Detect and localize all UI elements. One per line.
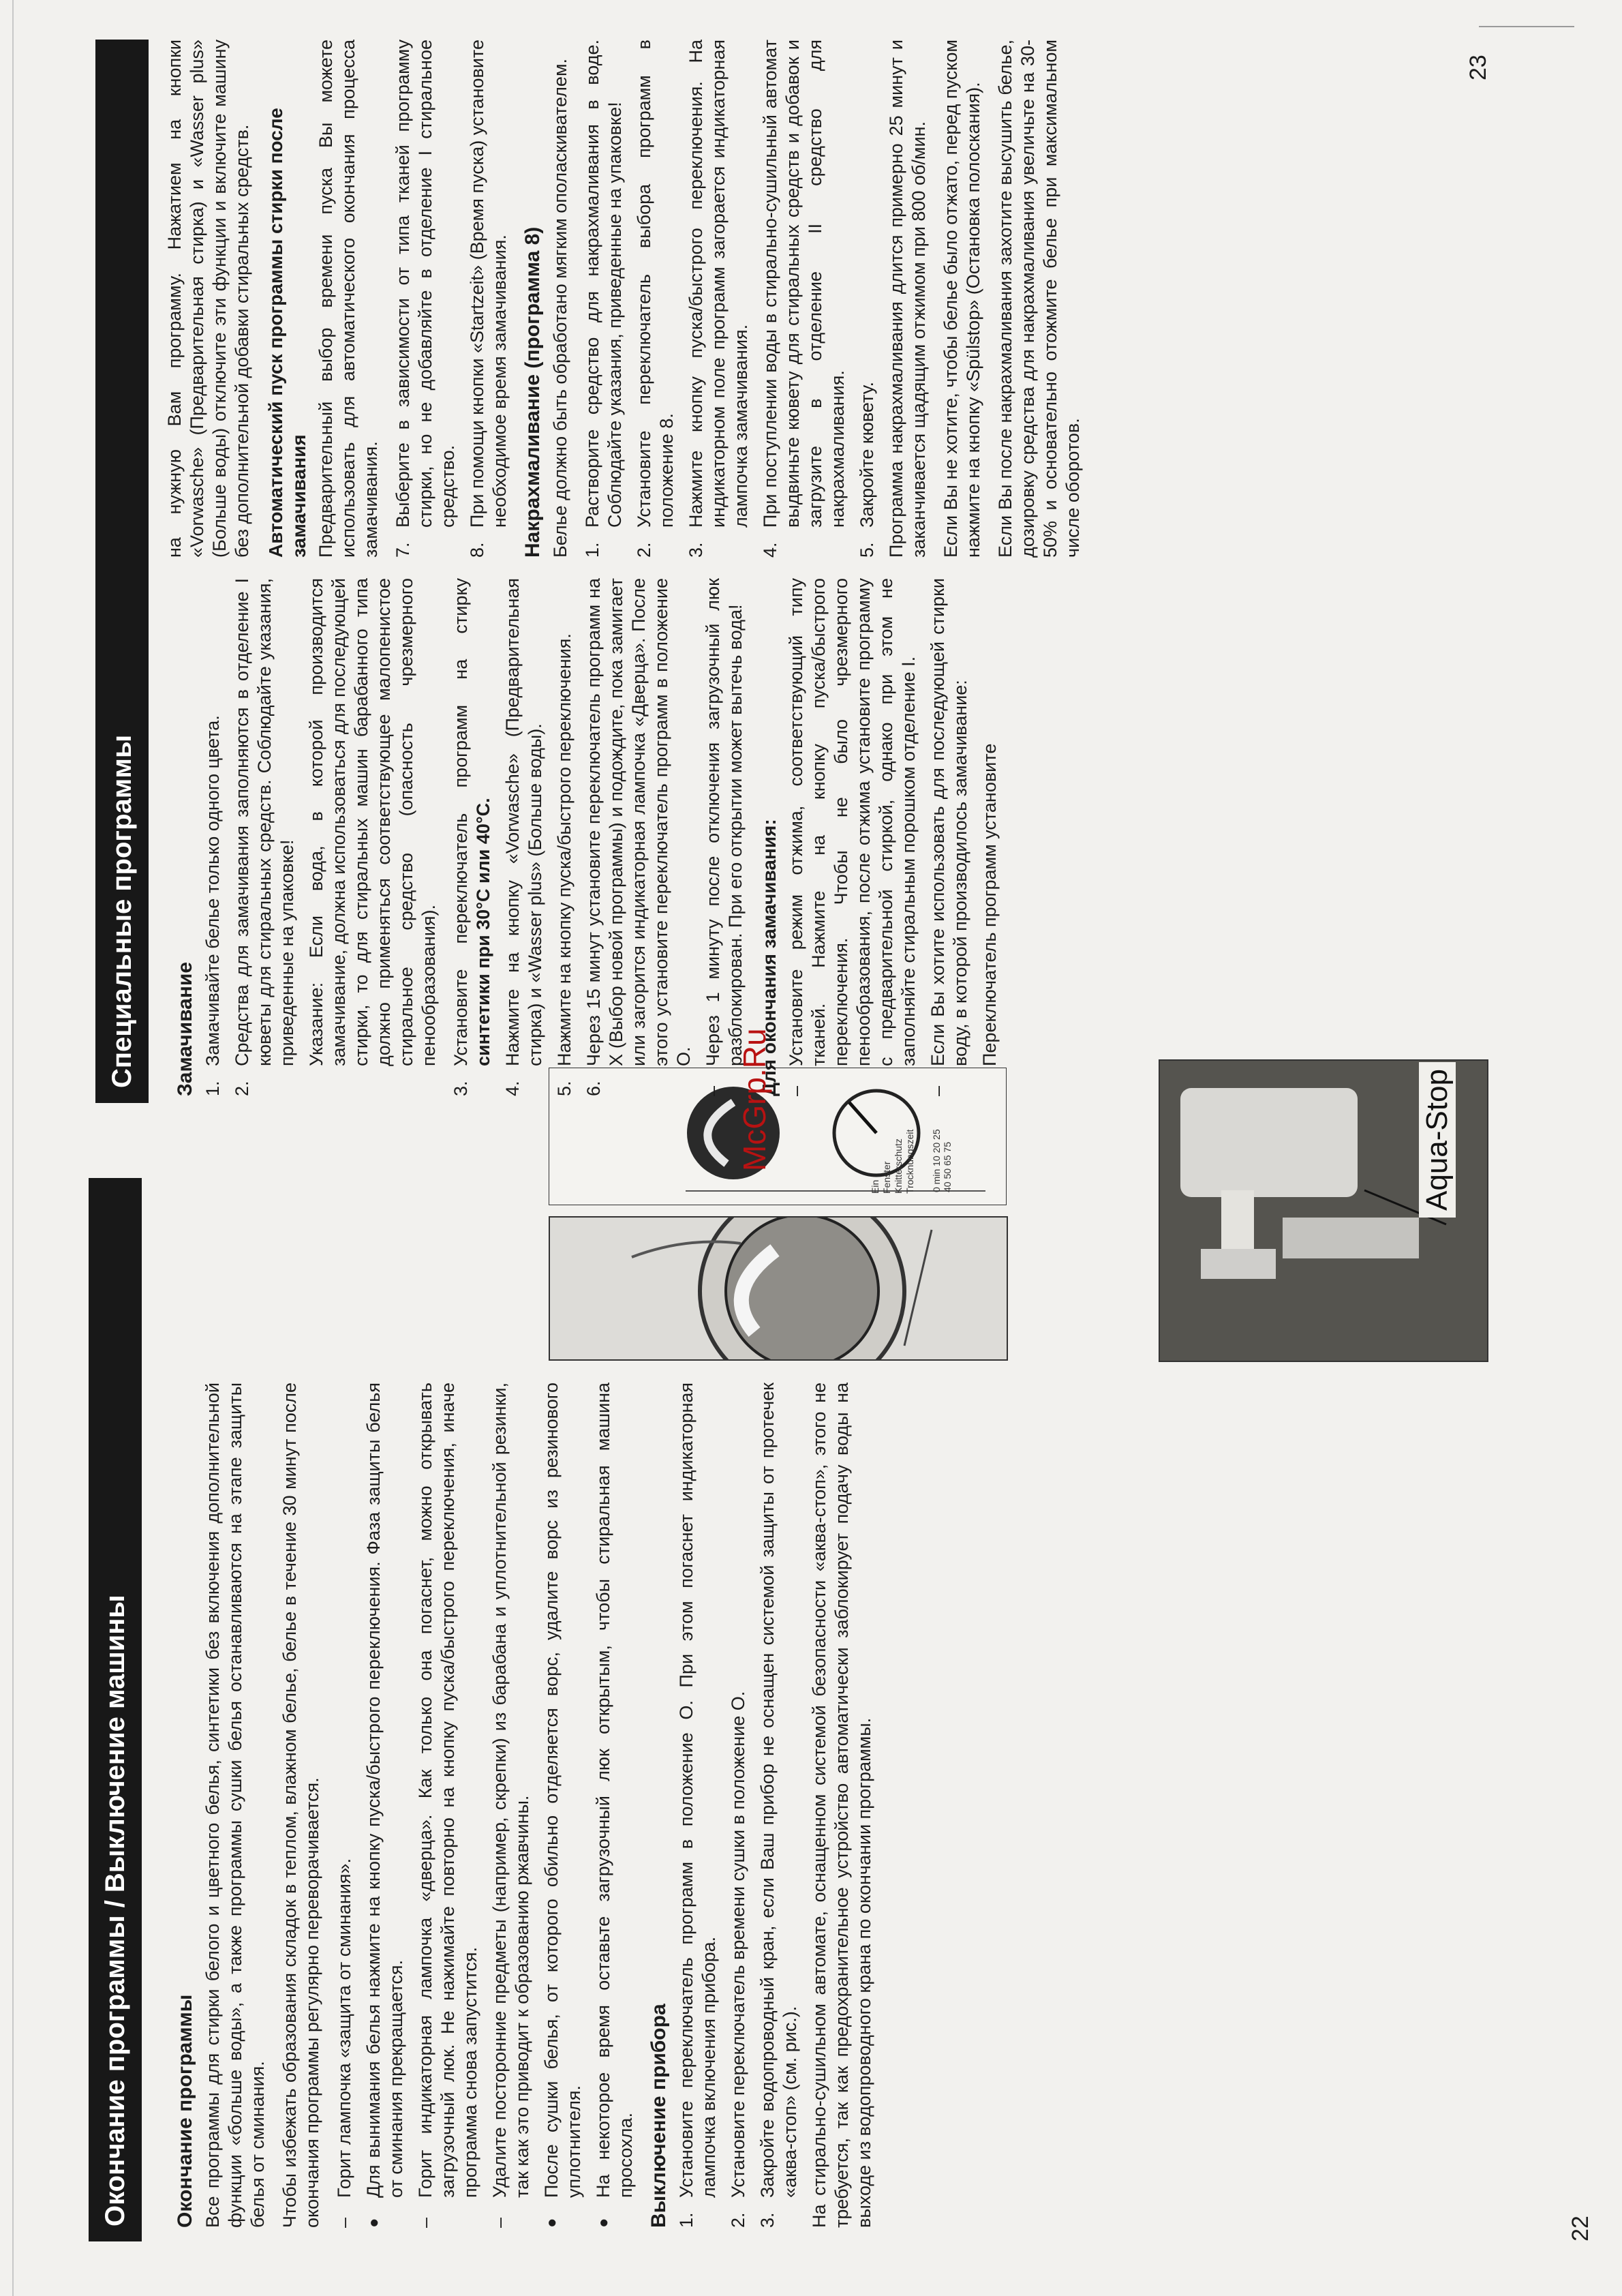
paragraph: Чтобы избежать образования складок в теплом, влажном белье, белье в течение 30 минут после окончания программы регулярно переворачивается. (279, 1383, 322, 2228)
list-item-text: Через 1 минуту после отключения загрузочный люк разблокирован. При его открытии может вытечь вода! (703, 578, 746, 1066)
paragraph: Предварительный выбор времени пуска Вы можете использовать для автоматического окончания процесса замачивания. (316, 40, 381, 558)
paragraph: Переключатель программ установите (979, 743, 1000, 1066)
list-item (756, 1383, 801, 2228)
dial-option: Knitterschutz (893, 1138, 904, 1194)
list-item (450, 578, 495, 1096)
number-marker: 4. (502, 1081, 523, 1096)
list-item-text: Горит индикаторная лампочка «дверца». Как только она погаснет, можно открывать загрузочный люк. Не нажимайте повторно на кнопку пуска/быстрого переключения, иначе программа снова запустится. (415, 1383, 480, 2198)
dash-marker: – (334, 2217, 354, 2228)
dash-marker: – (415, 2217, 435, 2228)
dial-tick: 75 (942, 1142, 953, 1153)
list-item (553, 578, 576, 1096)
number-marker: 1. (582, 542, 602, 558)
list-item-text: Закройте водопроводный кран, если Ваш прибор не оснащен системой защиты от протечек «аква-стоп» (см. рис.). (757, 1383, 800, 2198)
number-marker: 2. (634, 542, 654, 558)
list-item-text: Средства для замачивания заполняются в отделение I кюветы для стиральных средств. Соблюдайте указания, приведенные на упаковке! (232, 578, 297, 1066)
number-marker: 1. (676, 2212, 697, 2228)
door-illustration (550, 1218, 1007, 1359)
dial-ticks (931, 1129, 953, 1192)
paragraph: Белье должно быть обработано мягким ополаскивателем. (550, 58, 570, 558)
dial-tick: 40 (942, 1181, 953, 1192)
list-item-text: Нажмите кнопку пуска/быстрого переключения. На индикаторном поле программ загорается индикаторная лампочка замачивания. (686, 40, 751, 528)
dial-options (870, 1130, 916, 1194)
list-item-text: Если Вы хотите использовать для последующей стирки воду, в которой производилось замачивание: (928, 578, 970, 1066)
list-item-text: Нажмите на кнопку пуска/быстрого переключения. (554, 633, 575, 1066)
dial-option: Ein (870, 1179, 881, 1194)
paragraph: Если Вы после накрахмаливания захотите высушить белье, дозировку средства для накрахмаливания увеличьте на 30-50% и основательно отожмите белье при максимальном числе оборотов. (995, 40, 1083, 558)
number-marker: 3. (686, 542, 706, 558)
list-item-text: Выберите в зависимости от типа тканей программу стирки, но не добавляйте в отделение I стиральное средство. (393, 40, 458, 528)
list-item (581, 40, 626, 558)
number-marker: 3. (757, 2212, 778, 2228)
list-item-text: Удалите посторонние предметы (например, скрепки) из барабана и уплотнительной резинки, так как это приводит к образованию ржавчины. (489, 1383, 532, 2198)
section-title-starching: Накрахмаливание (программа 8) (521, 226, 544, 558)
list-item (502, 578, 547, 1096)
note-paragraph: Указание: Если вода, в которой производится замачивание, должна использоваться для последующей стирки, то для стиральных машин барабанного типа должно применяться соответствующее малопенистое стиральное средство (опасность чрезмерного пенообразования). (306, 578, 439, 1066)
list-item (759, 40, 849, 558)
section-title-soaking: Замачивание (174, 961, 196, 1096)
list-item (702, 578, 747, 1096)
list-item (785, 578, 920, 1096)
section-title-power-off: Выключение прибора (647, 2004, 670, 2228)
list-item-text: Нажмите на кнопку «Vorwasche» (Предварительная стирка) и «Wasser plus» (Больше воды). (502, 578, 545, 1066)
paragraph: Если Вы не хотите, чтобы белье было отжато, перед пуском нажмите на кнопку «Spülstop» (Остановка полоскания). (940, 40, 983, 558)
list-item-text: Установите переключатель программ в положение О. При этом погаснет индикаторная лампочка включения прибора. (676, 1383, 719, 2198)
figure-door-photo (549, 1216, 1008, 1361)
dial-tick: 20 (931, 1142, 942, 1153)
list-item-text: На некоторое время оставьте загрузочный люк открытым, чтобы стиральная машина просохла. (593, 1383, 636, 2198)
subsection-title: Для окончания замачивания: (759, 819, 780, 1096)
list-item (727, 1383, 750, 2228)
dash-marker: – (489, 2217, 510, 2228)
list-item-text: Растворите средство для накрахмаливания в воде. Соблюдайте указания, приведенные на упаковке! (582, 40, 625, 528)
list-item-text: Установите переключатель программ на стирку (450, 578, 471, 1066)
number-marker: 2. (728, 2212, 748, 2228)
bullet-marker: ● (594, 2218, 613, 2228)
list-item (583, 578, 695, 1096)
list-item-text: Горит лампочка «защита от сминания». (334, 1858, 354, 2198)
dial-tick: 0 min (931, 1168, 942, 1192)
list-item-text: При поступлении воды в стирально-сушильный автомат выдвиньте кювету для стиральных средств и добавок и загрузите в отделение II средство для накрахмаливания. (760, 40, 848, 528)
dial-option: Fenster (881, 1161, 892, 1194)
bullet-marker: ● (542, 2218, 561, 2228)
paragraph: На стирально-сушильном автомате, оснащенном системой безопасности «аква-стоп», этого не требуется, так как предохранительное устройство автоматически заблокирует подачу воды на выходе из водопроводного крана по окончании программы. (809, 1383, 874, 2228)
list-item-text: Установите переключатель времени сушки в положение О. (728, 1691, 748, 2198)
right-banner: Специальные программы (95, 40, 149, 1103)
dial-option: Trocknungszeit (904, 1129, 915, 1194)
right-page (0, 33, 1622, 1123)
right-column-2 (164, 40, 1094, 558)
dial-tick: 65 (942, 1155, 953, 1166)
number-marker: 7. (393, 542, 413, 558)
right-column-1 (164, 578, 1011, 1096)
dial-tick: 25 (931, 1129, 942, 1140)
list-item (363, 1383, 408, 2228)
list-item-text: Закройте кювету. (857, 381, 877, 528)
number-marker: 5. (554, 1081, 575, 1096)
list-item (333, 1383, 356, 2228)
list-item-text: Для вынимания белья нажмите на кнопку пуска/быстрого переключения. Фаза защиты белья от сминания прекращается. (363, 1383, 406, 2198)
paragraph: Программа накрахмаливания длится примерно 25 минут и заканчивается щадящим отжимом при 800 об/мин. (886, 40, 929, 558)
dash-marker: – (786, 1085, 806, 1096)
list-item (231, 578, 299, 1096)
number-marker: 6. (583, 1081, 604, 1096)
list-item (540, 1383, 585, 2228)
number-marker: 3. (450, 1081, 471, 1096)
list-item (685, 40, 752, 558)
list-item-text: После сушки белья, от которого обильно отделяется ворс, удалите ворс из резинового уплотнителя. (541, 1383, 584, 2198)
list-item-text: При помощи кнопки «Startzeit» (Время пуска) установите необходимое время замачивания. (467, 40, 510, 528)
paragraph: на нужную Вам программу. Нажатием на кнопки «Vorwasche» (Предварительная стирка) и «Wasser plus» (Больше воды) отключите эти функции и включите машину без дополнительной добавки стиральных средств. (164, 40, 252, 558)
section-title-program-end: Окончание программы (174, 1994, 196, 2228)
aqua-stop-label: Aqua-Stop (1419, 1062, 1456, 1218)
list-item (392, 40, 459, 558)
list-item (414, 1383, 482, 2228)
list-item (592, 1383, 637, 2228)
number-marker: 8. (467, 542, 487, 558)
left-banner: Окончание программы / Выключение машины (89, 1178, 142, 2241)
bullet-marker: ● (365, 2218, 383, 2228)
dial-tick: 10 (931, 1155, 942, 1166)
number-marker: 2. (232, 1081, 252, 1096)
page-number-left: 22 (1567, 2216, 1593, 2241)
list-item (489, 1383, 534, 2228)
list-item (856, 40, 878, 558)
paragraph: Все программы для стирки белого и цветного белья, синтетики без включения дополнительной функции «больше воды», а также программы сушки белья останавливаются на этапе защиты белья от сминания. (202, 1383, 268, 2228)
list-item (927, 578, 972, 1096)
number-marker: 5. (857, 542, 877, 558)
dash-marker: – (928, 1085, 948, 1096)
list-item (633, 40, 678, 558)
number-marker: 1. (202, 1081, 223, 1096)
list-item-text: Через 15 минут установите переключатель программ на X (Выбор новой программы) и подождите, пока замигает или загорится индикаторная лампочка «Дверца». После этого установите переключатель программ в положение О. (583, 578, 694, 1066)
watermark: McGrp.Ru (737, 1028, 772, 1171)
list-item-bold: синтетики при 30°C или 40°C. (473, 798, 493, 1066)
list-item-text: Установите переключатель выбора программ в положение 8. (634, 40, 677, 528)
left-text-column (164, 1383, 885, 2228)
section-title-auto-start: Автоматический пуск программы стирки после замачивания (265, 108, 309, 558)
list-item (202, 578, 224, 1096)
list-item (466, 40, 511, 558)
page-number-right: 23 (1465, 55, 1491, 80)
list-item-text: Установите режим отжима, соответствующий типу тканей. Нажмите на кнопку пуска/быстрого переключения. Чтобы не было чрезмерного пенообразования, после отжима установите программу с предварительной стиркой, однако при этом не заполняйте стиральным порошком отделение I. (786, 578, 919, 1066)
list-item-text: Замачивайте белье только одного цвета. (202, 715, 223, 1066)
list-item (675, 1383, 720, 2228)
dial-tick: 50 (942, 1168, 953, 1179)
number-marker: 4. (760, 542, 780, 558)
dash-marker: – (703, 1085, 723, 1096)
